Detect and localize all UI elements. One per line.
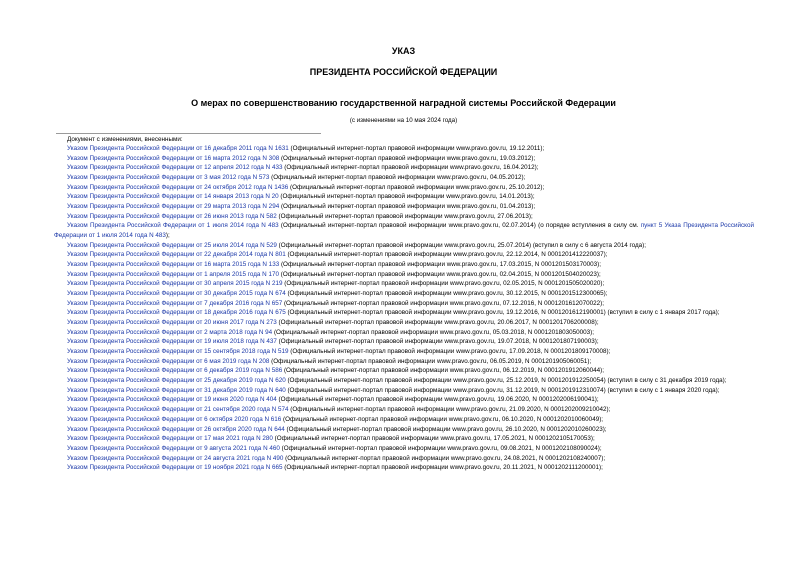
amendment-entry <box>54 192 754 202</box>
amendment-link[interactable]: Указом Президента Российской Федерации от 16 декабря 2011 года N 1631 <box>67 145 289 152</box>
amendment-source-text: (Официальный интернет-портал правовой информации www.pravo.gov.ru, 20.06.2017, N 0001201706200008); <box>276 319 599 327</box>
amendment-entry <box>54 444 754 454</box>
amendment-link[interactable]: Указом Президента Российской Федерации от 19 ноября 2021 года N 665 <box>67 464 283 472</box>
amendment-link[interactable]: Указом Президента Российской Федерации от 6 октября 2020 года N 616 <box>67 415 282 423</box>
amendment-link[interactable]: Указом Президента Российской Федерации от 31 декабря 2019 года N 640 <box>67 386 286 394</box>
amendment-link[interactable]: Указом Президента Российской Федерации от 12 апреля 2012 года N 433 <box>67 164 283 172</box>
amendment-source-text: (Официальный интернет-портал правовой информации www.pravo.gov.ru, 19.06.2020, N 0001202006190041); <box>276 396 599 404</box>
amendment-source-text: (Официальный интернет-портал правовой информации www.pravo.gov.ru, 19.12.2016, N 0001201612190001) (вступил в силу с 1 января 2017 года); <box>285 309 720 317</box>
amendment-source-text: (Официальный интернет-портал правовой информации www.pravo.gov.ru, 02.04.2015, N 0001201504020023); <box>278 270 601 278</box>
issuer-title: ПРЕЗИДЕНТА РОССИЙСКОЙ ФЕДЕРАЦИИ <box>309 67 498 77</box>
amendment-source-text: (Официальный интернет-портал правовой информации www.pravo.gov.ru, 06.12.2019, N 0001201912060044); <box>282 367 604 375</box>
amendment-entry <box>54 434 754 444</box>
header-divider <box>56 133 321 134</box>
amendment-source-text: (Официальный интернет-портал правовой информации www.pravo.gov.ru, 06.10.2020, N 0001202010060049); <box>281 415 604 423</box>
amendment-source-text: (Официальный интернет-портал правовой информации www.pravo.gov.ru, 21.09.2020, N 0001202009210042); <box>288 406 611 414</box>
amendment-source-text: (Официальный интернет-портал правовой информации www.pravo.gov.ru, 19.07.2018, N 0001201807190003); <box>276 338 599 346</box>
amendment-source-text: (Официальный интернет-портал правовой информации www.pravo.gov.ru, 14.01.2013); <box>278 193 535 201</box>
amendment-link[interactable]: Указом Президента Российской Федерации от 1 июля 2014 года N 483 <box>67 222 279 230</box>
amendment-entry <box>54 454 754 464</box>
amendment-link[interactable]: Указом Президента Российской Федерации от 30 декабря 2015 года N 674 <box>67 290 286 298</box>
amendment-source-text: (Официальный интернет-портал правовой информации www.pravo.gov.ru, 24.08.2021, N 0001202108240007); <box>283 454 606 462</box>
amendment-entry <box>54 260 754 270</box>
amendment-link[interactable]: Указом Президента Российской Федерации от 20 июня 2017 года N 273 <box>67 319 277 327</box>
amendment-entry <box>54 154 754 164</box>
amendment-link[interactable]: Указом Президента Российской Федерации от 16 марта 2012 года N 308 <box>67 154 280 162</box>
amendment-link[interactable]: Указом Президента Российской Федерации от 19 июня 2020 года N 404 <box>67 396 277 404</box>
amendment-entry <box>54 183 754 193</box>
amendment-link[interactable]: Указом Президента Российской Федерации от 24 августа 2021 года N 490 <box>67 454 284 462</box>
amendment-entry <box>54 347 754 357</box>
amendment-entry <box>54 366 754 376</box>
amendment-link[interactable]: Указом Президента Российской Федерации от 15 сентября 2018 года N 519 <box>67 348 289 356</box>
amendment-source-text: (Официальный интернет-портал правовой информации www.pravo.gov.ru, 04.05.2012); <box>269 174 526 182</box>
amendment-link[interactable]: Указом Президента Российской Федерации от 26 июня 2013 года N 582 <box>67 212 277 220</box>
document-type-title: УКАЗ <box>391 46 416 56</box>
amendment-link[interactable]: Указом Президента Российской Федерации от 9 августа 2021 года N 460 <box>67 444 280 452</box>
amendment-link[interactable]: Указом Президента Российской Федерации от 2 марта 2018 года N 94 <box>67 328 273 336</box>
amendment-link[interactable]: Указом Президента Российской Федерации от 21 сентября 2020 года N 574 <box>67 406 289 414</box>
amendment-entry <box>54 279 754 289</box>
amendment-source-text: (Официальный интернет-портал правовой информации www.pravo.gov.ru, 30.12.2015, N 0001201512300065); <box>285 290 608 298</box>
amendment-entry <box>54 250 754 260</box>
amendment-link[interactable]: Указом Президента Российской Федерации от 14 января 2013 года N 20 <box>67 193 279 201</box>
amendment-source-text: (Официальный интернет-портал правовой информации www.pravo.gov.ru, 02.05.2015, N 0001201505020020); <box>282 280 605 288</box>
amendment-source-text: (Официальный интернет-портал правовой информации www.pravo.gov.ru, 07.12.2016, N 0001201612070022); <box>282 299 604 307</box>
amendment-source-text: (Официальный интернет-портал правовой информации www.pravo.gov.ru, 20.11.2021, N 0001202111200001); <box>282 464 603 472</box>
amendment-link[interactable]: Указом Президента Российской Федерации от 7 декабря 2016 года N 657 <box>67 299 283 307</box>
revision-note: (с изменениями на 10 мая 2024 года) <box>349 117 458 124</box>
amendment-source-text: (Официальный интернет-портал правовой информации www.pravo.gov.ru, 17.09.2018, N 0001201809170008); <box>288 348 611 356</box>
amendment-source-text: (Официальный интернет-портал правовой информации www.pravo.gov.ru, 25.10.2012); <box>288 183 545 191</box>
amendment-link[interactable]: Указом Президента Российской Федерации от 25 июля 2014 года N 529 <box>67 241 277 249</box>
amendment-link[interactable]: Указом Президента Российской Федерации от 22 декабря 2014 года N 801 <box>67 251 286 259</box>
amendment-clause-link[interactable]: пункт 5 Указа Президента Российской Федерации от 1 июля 2014 года N 483 <box>54 222 754 240</box>
amendment-entry <box>54 202 754 212</box>
amendment-entry <box>54 415 754 425</box>
amendment-entry <box>54 212 754 222</box>
amendment-source-text: (Официальный интернет-портал правовой информации www.pravo.gov.ru, 22.12.2014, N 0001201412220037); <box>285 251 608 259</box>
amendment-link[interactable]: Указом Президента Российской Федерации от 30 апреля 2015 года N 219 <box>67 280 283 288</box>
amendment-entry <box>54 405 754 415</box>
amendments-header: Документ с изменениями, внесенными: <box>67 136 183 143</box>
amendment-entry <box>54 163 754 173</box>
amendment-source-text: (Официальный интернет-портал правовой информации www.pravo.gov.ru, 02.07.2014) (о порядке вступления в силу см. <box>278 222 641 230</box>
amendment-entry <box>54 318 754 328</box>
amendment-link[interactable]: Указом Президента Российской Федерации от 3 мая 2012 года N 573 <box>67 174 270 182</box>
amendment-entry <box>54 221 754 240</box>
amendment-link[interactable]: Указом Президента Российской Федерации от 26 октября 2020 года N 644 <box>67 425 285 433</box>
amendment-link[interactable]: Указом Президента Российской Федерации от 16 марта 2015 года N 133 <box>67 261 280 269</box>
amendment-entry <box>54 289 754 299</box>
amendment-source-text: (Официальный интернет-портал правовой информации www.pravo.gov.ru, 31.12.2019, N 0001201912310074) (вступил в силу с 1 января 2020 года); <box>285 386 720 394</box>
amendment-entry <box>54 395 754 405</box>
amendment-link[interactable]: Указом Президента Российской Федерации от 1 апреля 2015 года N 170 <box>67 270 279 278</box>
amendment-link[interactable]: Указом Президента Российской Федерации от 18 декабря 2016 года N 675 <box>67 309 286 317</box>
amendment-entry <box>54 425 754 435</box>
amendment-source-text: (Официальный интернет-портал правовой информации www.pravo.gov.ru, 17.05.2021, N 0001202105170053); <box>272 435 595 443</box>
amendment-entry <box>54 144 754 154</box>
amendment-entry <box>54 463 754 473</box>
amendment-entry <box>54 308 754 318</box>
amendment-entry <box>54 357 754 367</box>
amendment-source-text: (Официальный интернет-портал правовой информации www.pravo.gov.ru, 16.04.2012); <box>282 164 539 172</box>
amendment-entry <box>54 386 754 396</box>
amendment-entry <box>54 328 754 338</box>
amendment-source-text: (Официальный интернет-портал правовой информации www.pravo.gov.ru, 06.05.2019, N 0001201905060051); <box>269 357 592 365</box>
amendment-link[interactable]: Указом Президента Российской Федерации от 6 декабря 2019 года N 586 <box>67 367 283 375</box>
amendment-link[interactable]: Указом Президента Российской Федерации от 17 мая 2021 года N 280 <box>67 435 273 443</box>
amendment-link[interactable]: Указом Президента Российской Федерации от 24 октября 2012 года N 1436 <box>67 183 289 191</box>
amendment-source-text: (Официальный интернет-портал правовой информации www.pravo.gov.ru, 25.07.2014) (вступил в силу с 6 августа 2014 года); <box>276 241 647 249</box>
amendment-source-text: (Официальный интернет-портал правовой информации www.pravo.gov.ru, 26.10.2020, N 0001202010260023); <box>284 425 607 433</box>
amendment-entry <box>54 241 754 251</box>
amendment-entry <box>54 270 754 280</box>
amendment-link[interactable]: Указом Президента Российской Федерации от 25 декабря 2019 года N 620 <box>67 377 286 385</box>
amendment-source-text: (Официальный интернет-портал правовой информации www.pravo.gov.ru, 05.03.2018, N 0001201803050003); <box>272 328 594 336</box>
amendments-list <box>54 144 754 473</box>
amendment-source-text: (Официальный интернет-портал правовой информации www.pravo.gov.ru, 25.12.2019, N 0001201912250054) (вступил в силу с 31 декабря 2019 года); <box>285 377 727 385</box>
document-subject-title: О мерах по совершенствованию государственной наградной системы Российской Федерации <box>191 98 616 108</box>
amendment-source-text: (Официальный интернет-портал правовой информации www.pravo.gov.ru, 19.12.2011); <box>288 145 545 152</box>
amendment-source-text: (Официальный интернет-портал правовой информации www.pravo.gov.ru, 19.03.2012); <box>279 154 536 162</box>
amendment-entry <box>54 376 754 386</box>
amendment-source-text: (Официальный интернет-портал правовой информации www.pravo.gov.ru, 27.06.2013); <box>276 212 533 220</box>
amendment-entry <box>54 299 754 309</box>
amendment-closing-text: ); <box>165 232 170 240</box>
amendment-source-text: (Официальный интернет-портал правовой информации www.pravo.gov.ru, 01.04.2013); <box>279 203 536 211</box>
amendment-link[interactable]: Указом Президента Российской Федерации от 29 марта 2013 года N 294 <box>67 203 280 211</box>
amendment-source-text: (Официальный интернет-портал правовой информации www.pravo.gov.ru, 17.03.2015, N 0001201503170003); <box>279 261 601 269</box>
amendment-source-text: (Официальный интернет-портал правовой информации www.pravo.gov.ru, 09.08.2021, N 0001202108090024); <box>279 444 602 452</box>
amendment-entry <box>54 173 754 183</box>
amendment-entry <box>54 337 754 347</box>
amendment-link[interactable]: Указом Президента Российской Федерации от 6 мая 2019 года N 208 <box>67 357 270 365</box>
amendment-link[interactable]: Указом Президента Российской Федерации от 19 июля 2018 года N 437 <box>67 338 277 346</box>
